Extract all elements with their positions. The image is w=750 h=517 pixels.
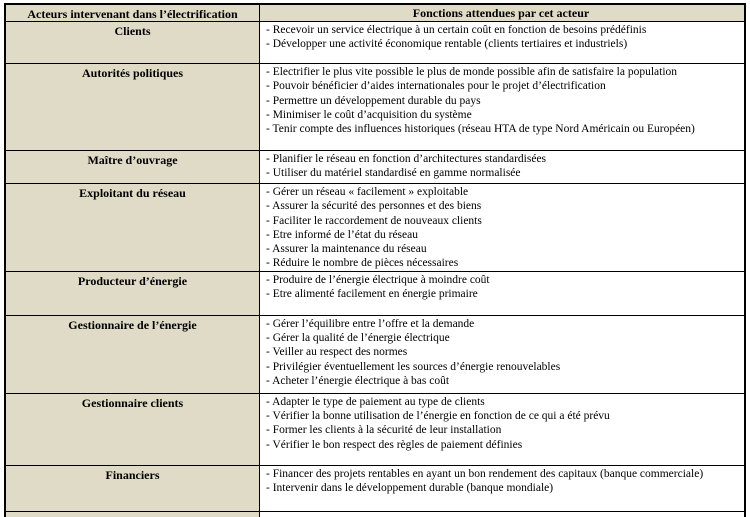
function-item: - Assurer la sécurité des personnes et des biens [266, 200, 482, 213]
actors-functions-table [4, 3, 746, 517]
function-item: - Gérer l’équilibre entre l’offre et la demande [266, 317, 475, 330]
function-item: - Assurer la maintenance du réseau [266, 243, 427, 256]
function-item: - Acheter l’énergie électrique à bas coût [266, 374, 450, 387]
function-item: - Utiliser du matériel standardisé en gamme normalisée [266, 167, 521, 180]
functions-cell [260, 151, 744, 183]
functions-cell [260, 22, 744, 63]
function-item: - Etre informé de l’état du réseau [266, 228, 418, 241]
actor-name: Exploitant du réseau [6, 184, 260, 271]
function-item: - Faciliter le raccordement de nouveaux clients [266, 214, 482, 227]
actor-name: Gestionnaire clients [6, 394, 260, 465]
function-item: - Privilégier éventuellement les sources d’énergie renouvelables [266, 360, 561, 373]
function-item: - Adapter le type de paiement au type de clients [266, 395, 485, 408]
functions-cell [260, 316, 744, 393]
function-item: - Réduire le nombre de pièces nécessaires [266, 257, 459, 270]
table-row-autorites-politiques [6, 63, 744, 150]
function-item: - Electrifier le plus vite possible le plus de monde possible afin de satisfaire la population [266, 66, 678, 78]
function-item: - Intervenir dans le développement durable (banque mondiale) [266, 482, 554, 495]
actor-cell-partial [6, 512, 260, 517]
table-row-financiers [6, 465, 744, 511]
function-item: - Développer une activité économique rentable (clients tertiaires et industriels) [266, 38, 628, 51]
functions-cell [260, 64, 744, 150]
functions-cell [260, 184, 744, 271]
functions-cell [260, 394, 744, 465]
function-item: - Former les clients à la sécurité de leur installation [266, 424, 502, 437]
function-item: - Vérifier la bonne utilisation de l’énergie en fonction de ce qui a été prévu [266, 410, 610, 423]
function-item: - Vérifier le bon respect des règles de paiement définies [266, 438, 523, 451]
header-functions-column: Fonctions attendues par cet acteur [260, 5, 744, 21]
table-row-gestionnaire-energie [6, 315, 744, 393]
actor-name: Clients [6, 22, 260, 63]
actor-name: Maître d’ouvrage [6, 151, 260, 183]
actor-name: Producteur d’énergie [6, 272, 260, 315]
actor-name: Autorités politiques [6, 64, 260, 150]
functions-cell [260, 466, 744, 511]
function-item: - Gérer la qualité de l’énergie électrique [266, 332, 450, 345]
table-row-maitre-ouvrage [6, 150, 744, 183]
table-row-exploitant-reseau [6, 183, 744, 271]
function-item: - Tenir compte des influences historiques (réseau HTA de type Nord Américain ou Européen) [266, 123, 695, 136]
function-item: - Recevoir un service électrique à un certain coût en fonction de besoins prédéfinis [266, 24, 647, 36]
functions-cell-partial [260, 512, 744, 517]
function-item: - Produire de l’énergie électrique à moindre coût [266, 273, 490, 286]
function-item: - Etre alimenté facilement en énergie primaire [266, 288, 478, 301]
table-row-clients [6, 21, 744, 63]
function-item: - Planifier le réseau en fonction d’architectures standardisées [266, 153, 547, 165]
table-row-gestionnaire-clients [6, 393, 744, 465]
function-item: - Minimiser le coût d’acquisition du système [266, 108, 472, 121]
function-item: - Gérer un réseau « facilement » exploitable [266, 186, 469, 198]
functions-cell [260, 272, 744, 315]
header-actors-column: Acteurs intervenant dans l’électrification [6, 5, 260, 21]
table-row-producteur-energie [6, 271, 744, 315]
table-row-partial [6, 511, 744, 517]
function-item: - Veiller au respect des normes [266, 346, 408, 359]
function-item: - Financer des projets rentables en ayant un bon rendement des capitaux (banque commerciale) [266, 467, 704, 480]
function-item: - Pouvoir bénéficier d’aides internationales pour le projet d’électrification [266, 80, 606, 93]
actor-name: Gestionnaire de l’énergie [6, 316, 260, 393]
actor-name: Financiers [6, 466, 260, 511]
table-header-row [6, 5, 744, 21]
function-item: - Permettre un développement durable du pays [266, 94, 481, 107]
